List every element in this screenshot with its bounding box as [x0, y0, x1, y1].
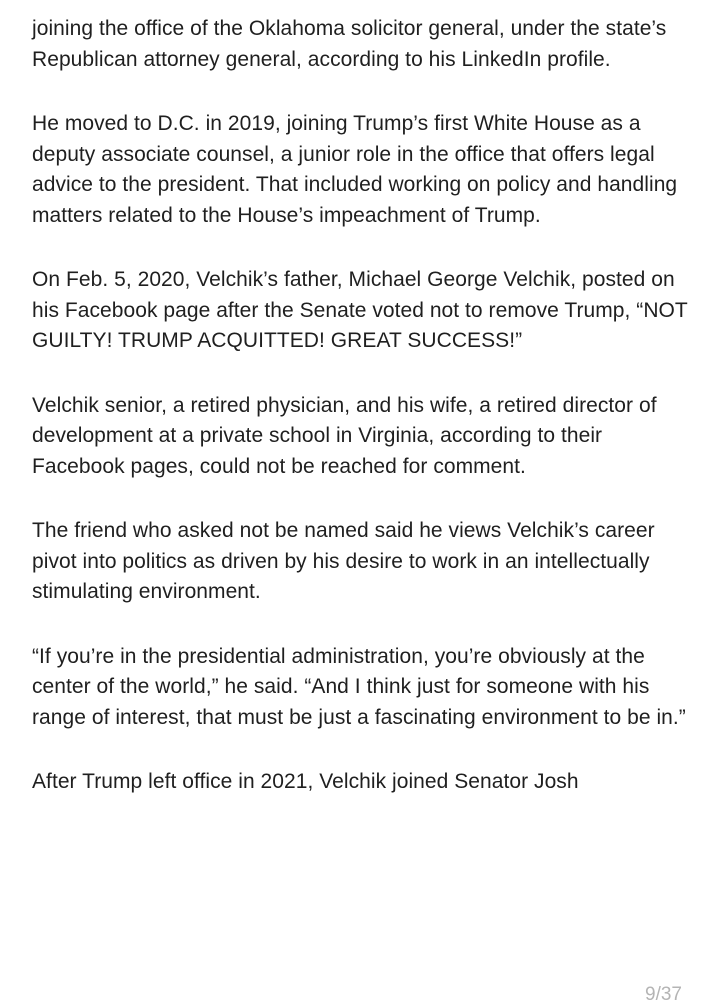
article-paragraph: Velchik senior, a retired physician, and his wife, a retired director of development at a private school in Virginia, according to their Facebook pages, could not be reached for comment.: [32, 393, 657, 478]
article-paragraph: The friend who asked not be named said he views Velchik’s career pivot into politics as driven by his desire to work in an intellectually stimulating environment.: [32, 519, 655, 603]
article-body: [32, 14, 696, 832]
article-paragraph: After Trump left office in 2021, Velchik joined Senator Josh: [32, 770, 579, 793]
article-paragraph: “If you’re in the presidential administration, you’re obviously at the center of the world,” he said. “And I think just for someone with his range of interest, that must be just a fascinating environment to be in.”: [32, 644, 686, 729]
article-paragraph: On Feb. 5, 2020, Velchik’s father, Michael George Velchik, posted on his Facebook page after the Senate voted not to remove Trump, “NOT GUILTY! TRUMP ACQUITTED! GREAT SUCCESS!”: [32, 268, 688, 352]
article-paragraph: He moved to D.C. in 2019, joining Trump’s first White House as a deputy associate counsel, a junior role in the office that offers legal advice to the president. That included working on policy and handling matters related to the House’s impeachment of Trump.: [32, 112, 678, 227]
article-paragraph: joining the office of the Oklahoma solicitor general, under the state’s Republican attorney general, according to his LinkedIn profile.: [32, 17, 667, 71]
page-counter: 9/37: [645, 984, 682, 1005]
